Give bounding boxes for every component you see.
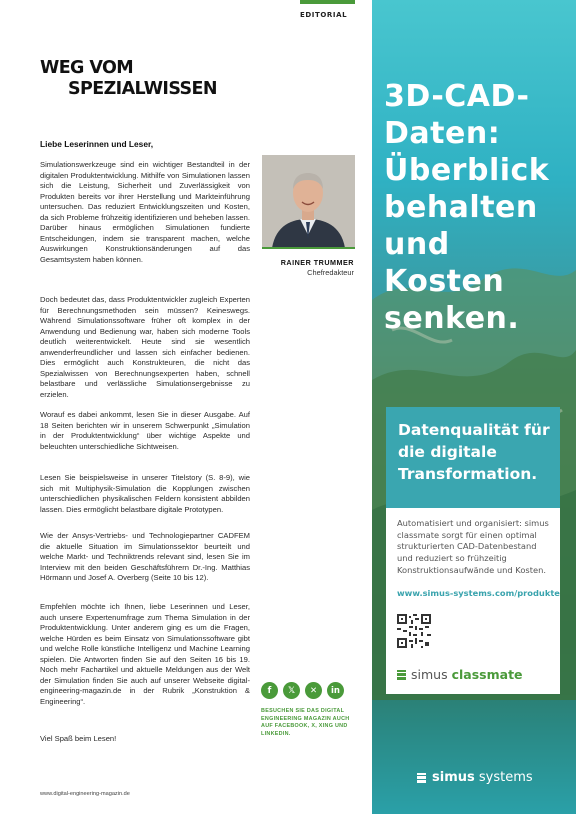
paragraph: Lesen Sie beispielsweise in unserer Titelstory (S. 8-9), wie sich mit Multiphysik-Simulation die Kopplungen zwischen unterschiedlichen physikalischen Feldern konsistent abbilden lassen. Dies ermöglicht belastbare digitale Prototypen. bbox=[40, 473, 250, 514]
logo-bold: simus bbox=[432, 770, 475, 785]
paragraph: Doch bedeutet das, dass Produktentwickler zugleich Experten für Berechnungsmethoden sein müssen? Keineswegs. Während Simulationssoftware früher oft komplex in der Anwendung und Bedienung war, haben sich moderne Tools deutlich weiterentwickelt. Heute sind sie wesentlich anwenderfreundlicher und lassen sich einfacher bedienen. Dies ermöglicht auch Konstrukteuren, die nicht das Spezialwissen von Berechnungsexperten haben, schnell belastbare und verlässliche Simulationsergebnisse zu erzielen. bbox=[40, 295, 250, 399]
footer-url[interactable]: www.digital-engineering-magazin.de bbox=[40, 791, 130, 797]
author-portrait-image bbox=[262, 155, 355, 248]
paragraph: Wie der Ansys-Vertriebs- und Technologiepartner CADFEM die aktuelle Situation im Simulationssektor beurteilt und welche Markt- und Techniktrends relevant sind, lesen Sie im Interview mit den beiden Geschäftsführern Dr.-Ing. Matthias Hörmann und Josef A. Overberg (Seite 10 bis 12). bbox=[40, 531, 250, 582]
logo-light: systems bbox=[478, 770, 533, 785]
simus-mark-icon bbox=[417, 773, 426, 783]
brand-light: simus bbox=[411, 667, 448, 682]
social-icons bbox=[261, 682, 344, 699]
paragraph: Empfehlen möchte ich Ihnen, liebe Leserinnen und Leser, auch unsere Expertenumfrage zum Thema Simulation in der Produktentwicklung. Unter anderem ging es um die Fragen, welche Hürden es beim Einsatz von Simulationssoftware gibt und welche Rolle künstliche Intelligenz und Machine Learning spielen. Die Antworten finden Sie auf den Seiten 16 bis 19. Noch mehr Fachartikel und aktuelle Meldungen aus der Welt der Simulation finden Sie auch auf unserer Webseite digital-engineering-magazin.de in der Rubrik „Konstruktion & Engineering“. bbox=[40, 602, 250, 706]
linkedin-icon[interactable]: in bbox=[327, 682, 344, 699]
social-caption: BESUCHEN SIE DAS DIGITAL ENGINEERING MAGAZIN AUCH AUF FACEBOOK, X, XING UND LINKEDIN. bbox=[261, 708, 350, 737]
editorial-headline bbox=[40, 58, 217, 100]
product-brand bbox=[397, 667, 523, 682]
closing-line: Viel Spaß beim Lesen! bbox=[40, 734, 117, 743]
ad-headline: 3D-CAD-Daten: Überblick behalten und Kosten senken. bbox=[384, 79, 550, 336]
section-accent-bar bbox=[300, 0, 355, 4]
paragraph: Simulationswerkzeuge sind ein wichtiger Bestandteil in der digitalen Produktentwicklung. Mithilfe von Simulationen lassen sich die Leistung, Sicherheit und Zuverlässigkeit von Produkten bereits vor ihrer Herstellung und Markteinführung untersuchen. Das reduziert Entwicklungszeiten und Kosten, da sich Probleme frühzeitig identifizieren und beheben lassen. Darüber hinaus ermöglichen Simulationen fundierte Entscheidungen, indem sie transparent machen, welche Auswirkungen Konstruktionsänderungen auf das Gesamtsystem haben können. bbox=[40, 160, 250, 264]
company-logo bbox=[417, 770, 533, 785]
ad-url-link[interactable]: www.simus-systems.com/produkte bbox=[397, 588, 560, 598]
xing-icon[interactable]: ✕ bbox=[305, 682, 322, 699]
author-photo bbox=[262, 155, 355, 248]
author-role: Chefredakteur bbox=[307, 268, 354, 277]
simus-mark-icon bbox=[397, 670, 406, 680]
brand-bold: classmate bbox=[451, 667, 523, 682]
photo-accent-rule bbox=[262, 247, 355, 249]
author-name: RAINER TRUMMER bbox=[280, 258, 354, 267]
ad-description: Automatisiert und organisiert: simus classmate sorgt für einen optimal strukturierten CAD-Datenbestand und reduziert so frühzeitig Konstruktionsaufwände und Kosten. bbox=[397, 518, 549, 575]
headline-line-2: SPEZIALWISSEN bbox=[68, 79, 217, 99]
facebook-icon[interactable]: f bbox=[261, 682, 278, 699]
x-icon[interactable]: 𝕏 bbox=[283, 682, 300, 699]
ad-tagline: Datenqualität für die digitale Transformation. bbox=[398, 421, 550, 483]
paragraph: Worauf es dabei ankommt, lesen Sie in dieser Ausgabe. Auf 18 Seiten berichten wir in unserem Schwerpunkt „Simulation in der Produktentwicklung“ über wichtige Aspekte und beleuchten unterschiedliche Sichtweisen. bbox=[40, 410, 250, 451]
salutation: Liebe Leserinnen und Leser, bbox=[40, 139, 154, 149]
headline-line-1: WEG VOM bbox=[40, 58, 134, 78]
section-label: EDITORIAL bbox=[300, 11, 348, 19]
qr-code-icon[interactable] bbox=[397, 614, 431, 648]
